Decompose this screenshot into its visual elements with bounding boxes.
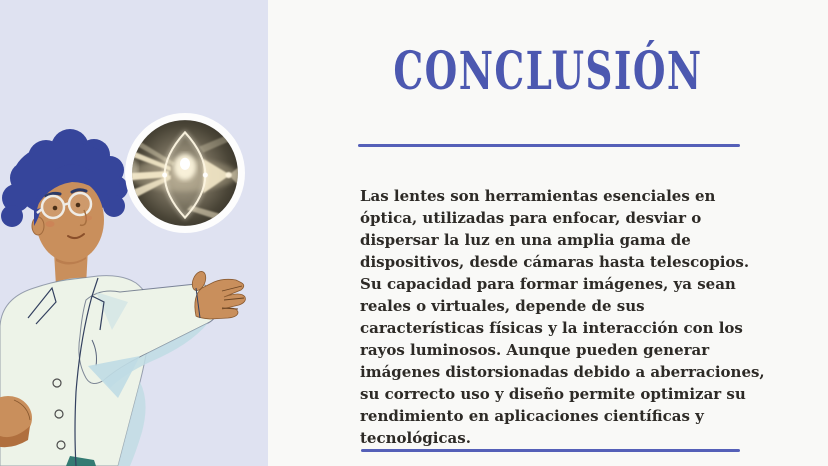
slide-body-text: Las lentes son herramientas esenciales en óptica, utilizadas para enfocar, desviar o dispersar la luz en una amplia gama de dispositivos, desde cámaras hasta telescopios. Su capacidad para formar imágenes, ya sean reales o virtuales, depende de sus características físicas y la interacción con los rayos luminosos. Aunque pueden generar imágenes distorsionadas debido a aberraciones, su correcto uso y diseño permite optimizar su rendimiento en aplicaciones científicas y tecnológicas. [360, 187, 765, 447]
lens-light-rays-image [124, 112, 246, 234]
top-divider [358, 144, 740, 147]
left-illustration-panel [0, 0, 268, 466]
open-hand [190, 269, 246, 319]
bottom-divider [361, 449, 740, 452]
content-panel [268, 0, 828, 466]
lens-photo [124, 112, 246, 234]
slide-title: CONCLUSIÓN [393, 41, 703, 102]
